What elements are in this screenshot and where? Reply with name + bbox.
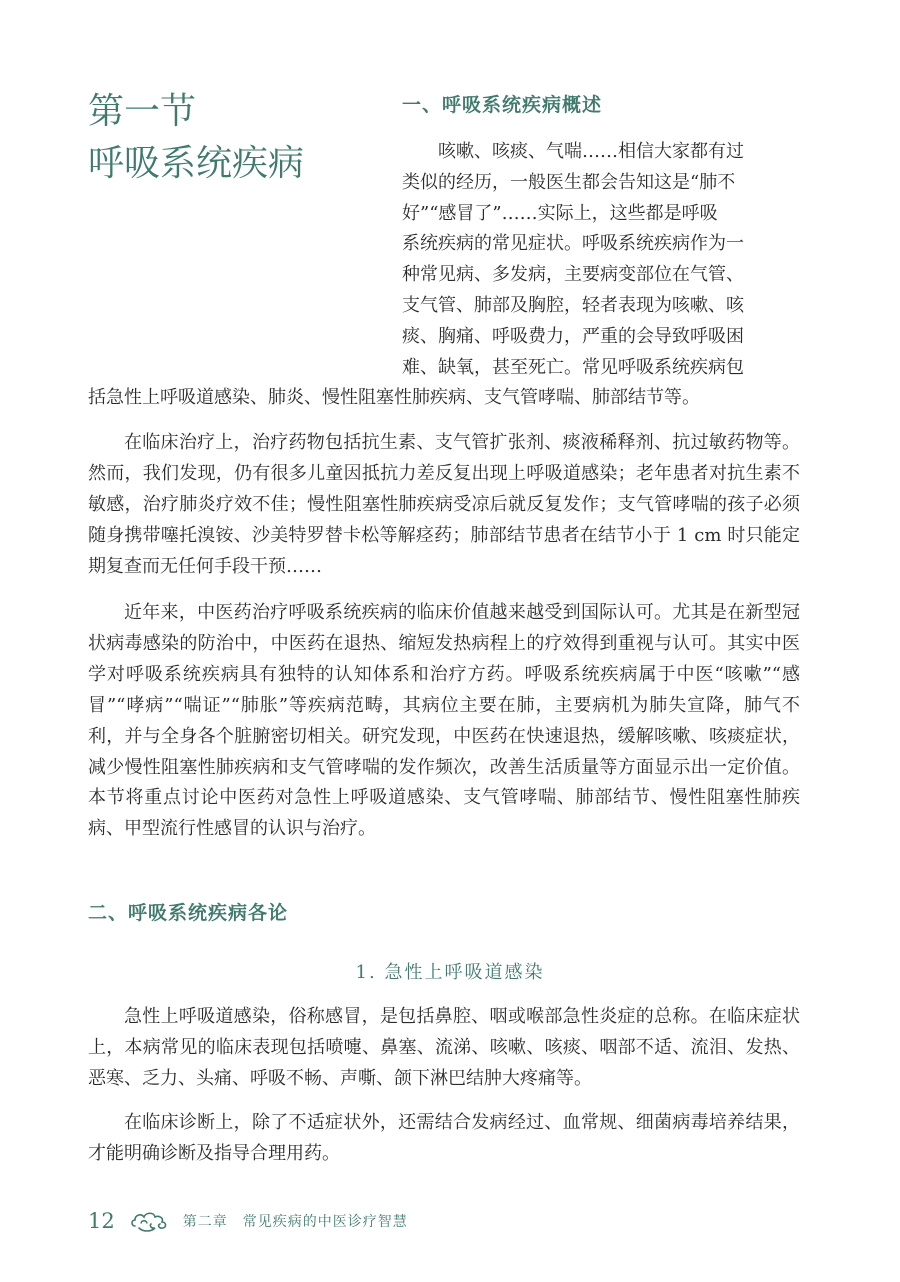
intro-line: 种常见病、多发病，主要病变部位在气管、 <box>402 264 744 286</box>
intro-line: 痰、胸痛、呼吸费力，严重的会导致呼吸困 <box>402 325 744 347</box>
intro-line: 系统疾病的常见症状。呼吸系统疾病作为一 <box>402 233 744 255</box>
heading-overview: 一、呼吸系统疾病概述 <box>402 94 603 116</box>
cloud-ornament-icon <box>129 1208 169 1234</box>
intro-line: 支气管、肺部及胸腔，轻者表现为咳嗽、咳 <box>402 294 744 316</box>
section-number: 第一节 <box>88 91 197 132</box>
paragraph-treatment: 在临床治疗上，治疗药物包括抗生素、支气管扩张剂、痰液稀释剂、抗过敏药物等。然而，我们发现，仍有很多儿童因抵抗力差反复出现上呼吸道感染；老年患者对抗生素不敏感，治疗肺炎疗效不佳；慢性阻塞性肺疾病受凉后就反复发作；支气管哮喘的孩子必须随身携带噻托溴铵、沙美特罗替卡松等解痉药；肺部结节患者在结节小于 1 cm 时只能定期复查而无任何手段干预…… <box>88 432 800 577</box>
section-title <box>88 86 304 190</box>
page-number: 12 <box>88 1209 115 1233</box>
intro-last-line: 括急性上呼吸道感染、肺炎、慢性阻塞性肺疾病、支气管哮喘、肺部结节等。 <box>88 387 700 408</box>
subheading-acute-uri: 1. 急性上呼吸道感染 <box>355 962 545 983</box>
intro-line: 类似的经历，一般医生都会告知这是“肺不 <box>402 171 736 193</box>
paragraph-acute-uri-symptoms: 急性上呼吸道感染，俗称感冒，是包括鼻腔、咽或喉部急性炎症的总称。在临床症状上，本病常见的临床表现包括喷嚏、鼻塞、流涕、咳嗽、咳痰、咽部不适、流泪、发热、恶寒、乏力、头痛、呼吸不畅、声嘶、颌下淋巴结肿大疼痛等。 <box>88 1006 800 1089</box>
intro-line: 难、缺氧，甚至死亡。常见呼吸系统疾病包 <box>402 356 744 378</box>
paragraph-tcm-value: 近年来，中医药治疗呼吸系统疾病的临床价值越来越受到国际认可。尤其是在新型冠状病毒感染的防治中，中医药在退热、缩短发热病程上的疗效得到重视与认可。其实中医学对呼吸系统疾病具有独特的认知体系和治疗方药。呼吸系统疾病属于中医“咳嗽”“感冒”“哮病”“喘证”“肺胀”等疾病范畴，其病位主要在肺，主要病机为肺失宣降，肺气不利，并与全身各个脏腑密切相关。研究发现，中医药在快速退热，缓解咳嗽、咳痰症状，减少慢性阻塞性肺疾病和支气管哮喘的发作频次，改善生活质量等方面显示出一定价值。本节将重点讨论中医药对急性上呼吸道感染、支气管哮喘、肺部结节、慢性阻塞性肺疾病、甲型流行性感冒的认识与治疗。 <box>88 602 800 840</box>
page-footer <box>88 1206 408 1236</box>
intro-line: 好”“感冒了”……实际上，这些都是呼吸 <box>402 202 718 224</box>
section-name: 呼吸系统疾病 <box>88 143 305 184</box>
intro-paragraph <box>402 137 802 383</box>
chapter-title: 第二章 常见疾病的中医诊疗智慧 <box>182 1214 408 1230</box>
paragraph-acute-uri-diagnosis: 在临床诊断上，除了不适症状外，还需结合发病经过、血常规、细菌病毒培养结果，才能明确诊断及指导合理用药。 <box>88 1112 800 1164</box>
heading-disease-details: 二、呼吸系统疾病各论 <box>88 902 289 924</box>
intro-line: 咳嗽、咳痰、气喘……相信大家都有过 <box>438 141 744 162</box>
